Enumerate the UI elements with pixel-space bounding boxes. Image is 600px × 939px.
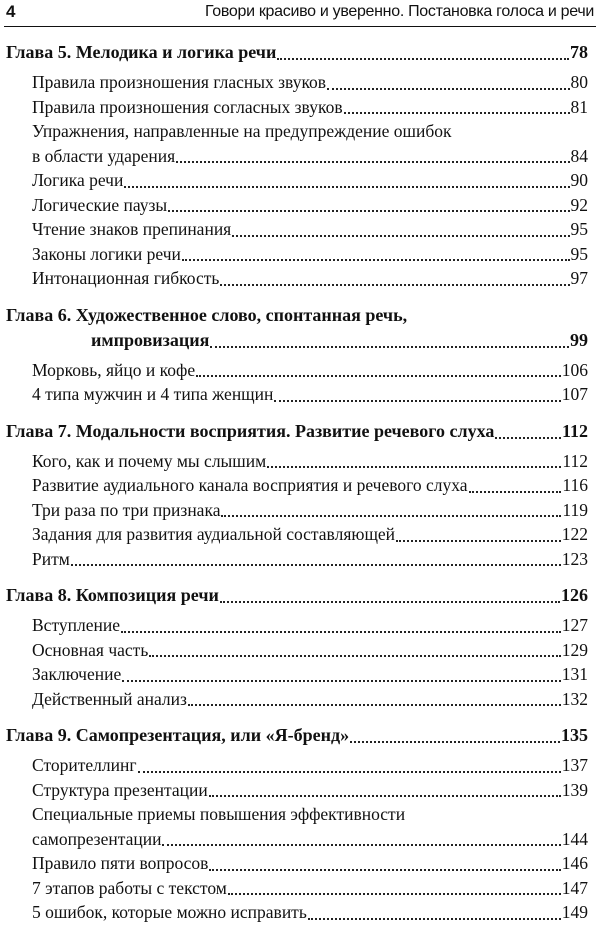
entry-page: 92 xyxy=(570,194,588,215)
toc-entry[interactable] xyxy=(0,687,600,712)
toc-entry[interactable] xyxy=(0,266,600,291)
chapter-title: Глава 7. Модальности восприятия. Развитие речевого слуха xyxy=(6,420,495,441)
entry-title: Логика речи xyxy=(32,170,124,190)
entry-title: Чтение знаков препинания xyxy=(32,219,232,239)
entry-title: Развитие аудиального канала восприятия и речевого слуха xyxy=(32,475,468,495)
running-header xyxy=(4,0,596,27)
entry-title: Интонационная гибкость xyxy=(32,268,220,288)
dot-leader xyxy=(209,794,561,797)
entry-page: 119 xyxy=(562,499,588,520)
dot-leader xyxy=(71,563,561,566)
toc-chapter-5 xyxy=(0,40,600,291)
toc-entry[interactable] xyxy=(0,900,600,925)
toc-entry[interactable] xyxy=(0,382,600,407)
dot-leader xyxy=(210,345,569,348)
entry-page: 147 xyxy=(561,877,588,898)
entry-title: 5 ошибок, которые можно исправить xyxy=(32,902,307,922)
toc-entry[interactable] xyxy=(0,193,600,218)
entry-page: 149 xyxy=(561,902,588,922)
toc-entry[interactable] xyxy=(0,522,600,547)
chapter-title: Глава 8. Композиция речи xyxy=(6,585,219,605)
dot-leader xyxy=(495,436,561,439)
toc-entry[interactable] xyxy=(0,613,600,638)
entry-page: 127 xyxy=(561,615,588,635)
entry-title-line1: Упражнения, направленные на предупреждение ошибок xyxy=(32,121,452,141)
toc-chapter-9 xyxy=(0,723,600,925)
chapter-heading[interactable] xyxy=(0,40,600,65)
toc-chapter-7 xyxy=(0,419,600,572)
entry-page: 129 xyxy=(561,639,588,660)
chapter-heading[interactable] xyxy=(0,583,600,608)
chapter-title: импровизация xyxy=(91,329,210,350)
dot-leader xyxy=(176,160,569,163)
page-number: 4 xyxy=(6,2,16,21)
dot-leader xyxy=(220,600,560,603)
entry-title: Морковь, яйцо и кофе xyxy=(32,359,196,380)
dot-leader xyxy=(274,399,560,402)
entry-title: 4 типа мужчин и 4 типа женщин xyxy=(32,384,274,404)
chapter-page: 99 xyxy=(570,329,588,350)
entry-title: Заключение xyxy=(32,664,122,684)
dot-leader xyxy=(162,843,560,846)
entry-title: Основная часть xyxy=(32,639,149,660)
dot-leader xyxy=(469,490,562,493)
running-title: Говори красиво и уверенно. Постановка голоса и речи xyxy=(204,3,594,20)
toc-entry[interactable] xyxy=(0,778,600,803)
entry-title: Задания для развития аудиальной составляющей xyxy=(32,524,396,544)
chapter-page: 135 xyxy=(561,725,588,745)
chapter-heading-multiline[interactable] xyxy=(0,303,600,353)
entry-title: Сторителлинг xyxy=(32,755,137,775)
entry-page: 112 xyxy=(562,450,588,471)
toc-entry-multiline[interactable] xyxy=(0,802,600,851)
dot-leader xyxy=(121,630,561,633)
toc-entry[interactable] xyxy=(0,753,600,778)
toc-entry[interactable] xyxy=(0,662,600,687)
dot-leader xyxy=(188,703,561,706)
entry-page: 81 xyxy=(570,96,588,117)
entry-title: Правила произношения гласных звуков xyxy=(32,72,327,92)
dot-leader xyxy=(138,770,561,773)
toc-entry[interactable] xyxy=(0,547,600,572)
chapter-heading[interactable] xyxy=(0,419,600,444)
toc-entry[interactable] xyxy=(0,638,600,663)
entry-title: самопрезентации xyxy=(32,828,162,849)
entry-title: Правила произношения согласных звуков xyxy=(32,96,343,117)
dot-leader xyxy=(350,740,560,743)
toc-entry[interactable] xyxy=(0,358,600,383)
table-of-contents xyxy=(0,40,600,925)
toc-entry[interactable] xyxy=(0,498,600,523)
entry-title: Ритм xyxy=(32,548,70,569)
entry-title: Три раза по три признака xyxy=(32,499,221,520)
dot-leader xyxy=(196,374,561,377)
dot-leader xyxy=(308,917,561,920)
chapter-title: Глава 5. Мелодика и логика речи xyxy=(6,42,277,62)
toc-chapter-8 xyxy=(0,583,600,711)
dot-leader xyxy=(209,868,560,871)
entry-page: 122 xyxy=(561,524,588,544)
dot-leader xyxy=(267,465,561,468)
entry-page: 139 xyxy=(561,779,588,800)
toc-entry-multiline[interactable] xyxy=(0,119,600,168)
toc-entry[interactable] xyxy=(0,473,600,498)
entry-title: 7 этапов работы с текстом xyxy=(32,877,227,898)
entry-page: 131 xyxy=(561,664,588,684)
entry-title: Правило пяти вопросов xyxy=(32,853,209,873)
dot-leader xyxy=(124,185,569,188)
entry-title: в области ударения xyxy=(32,145,176,166)
entry-title: Действенный анализ xyxy=(32,688,187,709)
entry-page: 107 xyxy=(561,384,588,404)
entry-page: 97 xyxy=(570,268,588,288)
entry-title: Структура презентации xyxy=(32,779,208,800)
dot-leader xyxy=(396,539,561,542)
toc-entry[interactable] xyxy=(0,851,600,876)
chapter-page: 112 xyxy=(561,420,588,441)
toc-entry[interactable] xyxy=(0,70,600,95)
entry-page: 90 xyxy=(570,170,588,190)
entry-title: Логические паузы xyxy=(32,194,168,215)
chapter-title: Глава 9. Самопрезентация, или «Я-бренд» xyxy=(6,725,350,745)
dot-leader xyxy=(221,514,561,517)
toc-entry[interactable] xyxy=(0,168,600,193)
dot-leader xyxy=(232,234,569,237)
chapter-page: 126 xyxy=(561,585,588,605)
entry-page: 123 xyxy=(561,548,588,569)
dot-leader xyxy=(220,283,569,286)
chapter-heading[interactable] xyxy=(0,723,600,748)
entry-title-line1: Специальные приемы повышения эффективности xyxy=(32,804,406,824)
entry-page: 80 xyxy=(570,72,588,92)
dot-leader xyxy=(182,258,570,261)
toc-entry[interactable] xyxy=(0,876,600,901)
entry-page: 95 xyxy=(570,219,588,239)
dot-leader xyxy=(228,892,561,895)
entry-page: 116 xyxy=(562,475,588,495)
entry-page: 137 xyxy=(561,755,588,775)
chapter-title-line1: Глава 6. Художественное слово, спонтанная речь, xyxy=(6,304,408,325)
toc-entry[interactable] xyxy=(0,95,600,120)
toc-entry[interactable] xyxy=(0,217,600,242)
chapter-page: 78 xyxy=(570,42,588,62)
dot-leader xyxy=(149,654,560,657)
toc-entry[interactable] xyxy=(0,242,600,267)
toc-chapter-6 xyxy=(0,303,600,407)
entry-title: Вступление xyxy=(32,615,120,635)
dot-leader xyxy=(277,57,569,60)
dot-leader xyxy=(344,111,570,114)
entry-page: 95 xyxy=(570,243,588,264)
entry-title: Законы логики речи xyxy=(32,243,181,264)
dot-leader xyxy=(122,679,561,682)
entry-title: Кого, как и почему мы слышим xyxy=(32,450,267,471)
entry-page: 144 xyxy=(561,828,588,849)
dot-leader xyxy=(168,209,569,212)
entry-page: 132 xyxy=(561,688,588,709)
entry-page: 106 xyxy=(561,359,588,380)
dot-leader xyxy=(327,87,569,90)
entry-page: 84 xyxy=(570,145,588,166)
toc-entry[interactable] xyxy=(0,449,600,474)
entry-page: 146 xyxy=(561,853,588,873)
